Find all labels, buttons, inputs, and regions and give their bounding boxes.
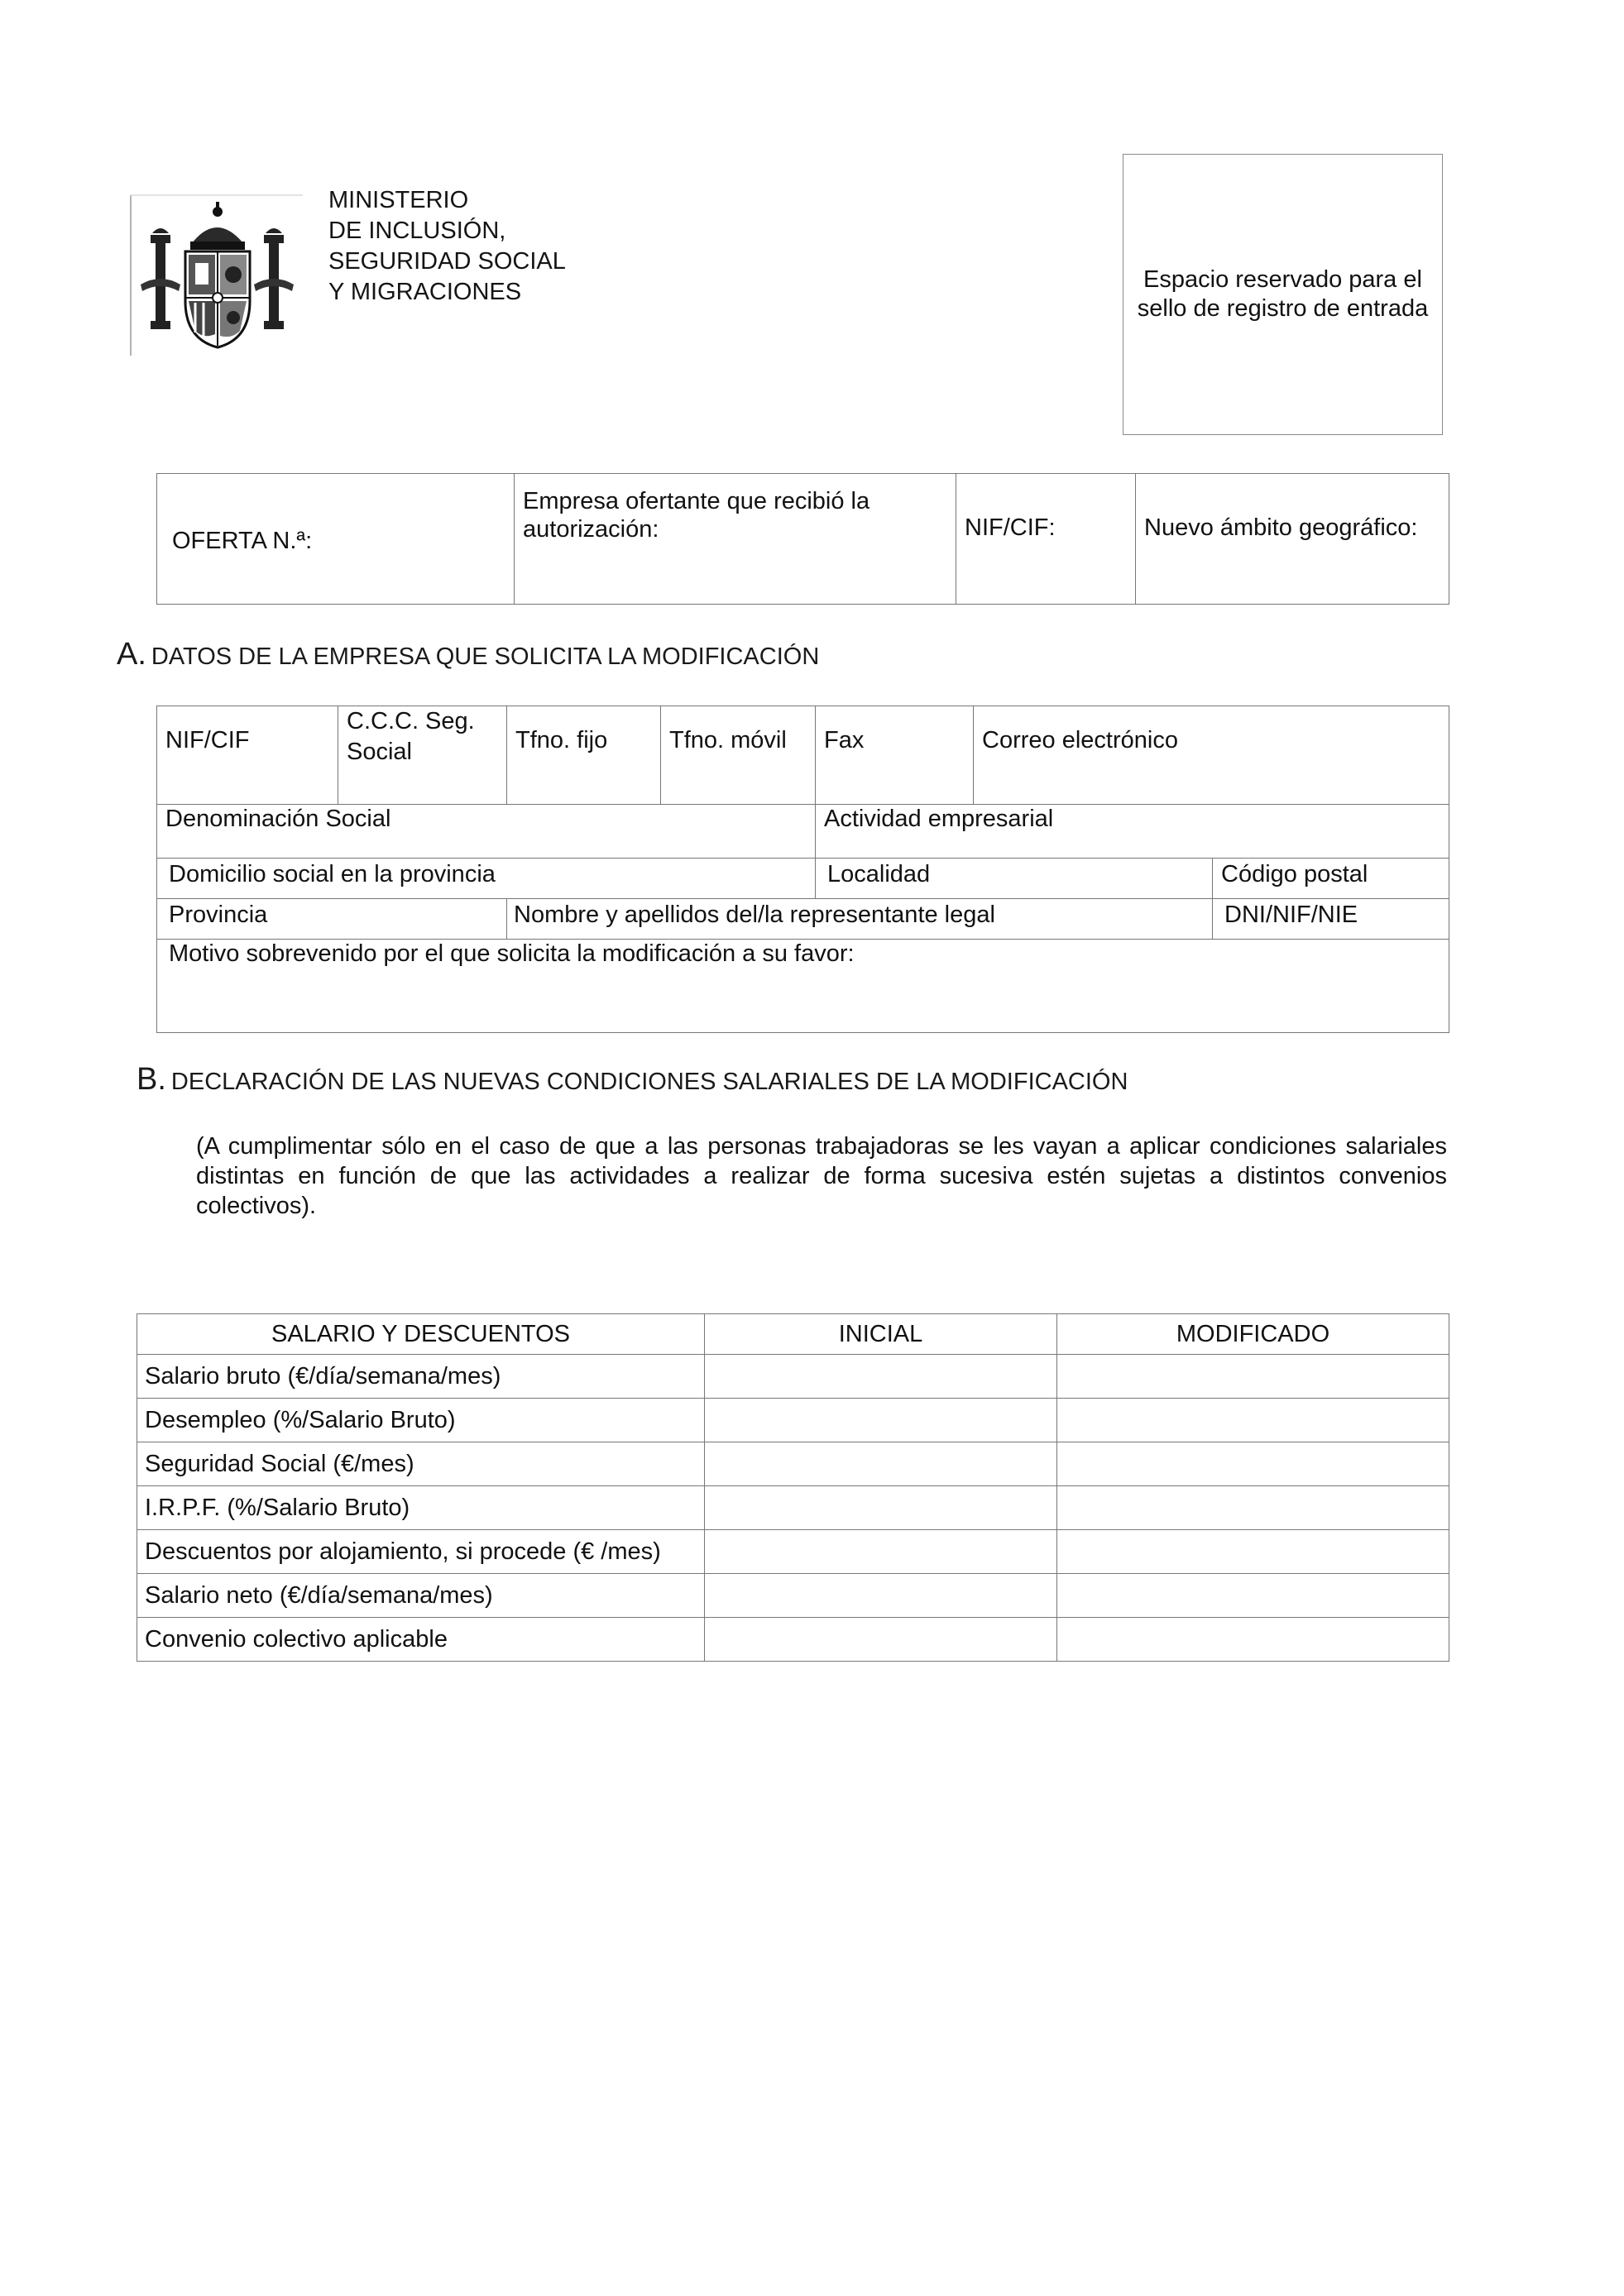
section-a-letter: A.: [117, 637, 146, 672]
salary-row-label: Desempleo (%/Salario Bruto): [137, 1399, 705, 1442]
salary-row-label: Salario bruto (€/día/semana/mes): [137, 1355, 705, 1399]
table-row: [137, 1442, 1449, 1486]
coat-of-arms-logo: [129, 194, 305, 356]
actividad-field[interactable]: [816, 805, 1449, 859]
ccc-label: C.C.C. Seg. Social: [347, 708, 475, 765]
ambito-field[interactable]: [1136, 474, 1449, 605]
codigo-postal-label: Código postal: [1221, 861, 1368, 887]
inicial-cell[interactable]: [705, 1355, 1057, 1399]
modificado-cell[interactable]: [1057, 1530, 1449, 1574]
localidad-label: Localidad: [827, 861, 931, 887]
denominacion-label: Denominación Social: [165, 806, 391, 832]
codigo-postal-field[interactable]: [1213, 859, 1449, 899]
oferta-field[interactable]: [157, 474, 515, 605]
company-data-table: [156, 706, 1449, 1033]
denominacion-field[interactable]: [157, 805, 816, 859]
section-a-title: DATOS DE LA EMPRESA QUE SOLICITA LA MODIFICACIÓN: [151, 643, 820, 670]
table-row: [137, 1574, 1449, 1618]
section-b-note: (A cumplimentar sólo en el caso de que a las personas trabajadoras se les vayan a aplicar condiciones salariales distintas en función de que las actividades a realizar de forma sucesiva estén sujetas a distintos convenios colectivos).: [196, 1133, 1447, 1219]
table-row: [137, 1530, 1449, 1574]
provincia-field[interactable]: [157, 899, 507, 940]
stamp-text: Espacio reservado para el sello de registro de entrada: [1137, 266, 1429, 322]
offer-table: [156, 473, 1449, 605]
registry-stamp-box: [1123, 154, 1443, 435]
ministry-name: [328, 185, 566, 308]
section-b-title: DECLARACIÓN DE LAS NUEVAS CONDICIONES SALARIALES DE LA MODIFICACIÓN: [170, 1069, 1128, 1095]
fax-label: Fax: [824, 727, 865, 753]
salary-row-label: Seguridad Social (€/mes): [137, 1442, 705, 1486]
empresa-ofertante-field[interactable]: [515, 474, 956, 605]
table-row: [137, 1618, 1449, 1662]
table-row: [137, 1355, 1449, 1399]
inicial-cell[interactable]: [705, 1574, 1057, 1618]
table-row: [137, 1486, 1449, 1530]
motivo-label: Motivo sobrevenido por el que solicita la modificación a su favor:: [169, 940, 855, 967]
correo-field[interactable]: [974, 706, 1449, 805]
nif-cif-label: NIF/CIF: [165, 727, 250, 753]
actividad-label: Actividad empresarial: [824, 806, 1054, 832]
offer-nif-field[interactable]: [956, 474, 1136, 605]
modificado-cell[interactable]: [1057, 1399, 1449, 1442]
dni-label: DNI/NIF/NIE: [1224, 902, 1358, 928]
nif-cif-field[interactable]: [157, 706, 338, 805]
correo-label: Correo electrónico: [982, 727, 1178, 753]
inicial-cell[interactable]: [705, 1486, 1057, 1530]
localidad-field[interactable]: [816, 859, 1213, 899]
ministry-line-1: MINISTERIO: [328, 187, 469, 213]
domicilio-label: Domicilio social en la provincia: [169, 861, 496, 887]
salary-row-label: Convenio colectivo aplicable: [137, 1618, 705, 1662]
offer-nif-label: NIF/CIF:: [965, 514, 1056, 541]
ministry-line-4: Y MIGRACIONES: [328, 279, 522, 305]
salary-row-label: I.R.P.F. (%/Salario Bruto): [137, 1486, 705, 1530]
salary-row-label: Descuentos por alojamiento, si procede (€ /mes): [137, 1530, 705, 1574]
motivo-field[interactable]: [157, 940, 1449, 1033]
domicilio-field[interactable]: [157, 859, 816, 899]
salary-row-label: Salario neto (€/día/semana/mes): [137, 1574, 705, 1618]
ministry-line-3: SEGURIDAD SOCIAL: [328, 248, 566, 275]
salary-table: [137, 1313, 1449, 1662]
inicial-cell[interactable]: [705, 1530, 1057, 1574]
salary-header-concept: SALARIO Y DESCUENTOS: [137, 1314, 705, 1355]
ambito-label: Nuevo ámbito geográfico:: [1144, 514, 1418, 541]
tfno-fijo-field[interactable]: [507, 706, 661, 805]
tfno-movil-field[interactable]: [661, 706, 816, 805]
modificado-cell[interactable]: [1057, 1618, 1449, 1662]
section-b-heading: [137, 1062, 1128, 1098]
section-a-heading: [117, 637, 819, 672]
salary-header-modificado: MODIFICADO: [1057, 1314, 1449, 1355]
modificado-cell[interactable]: [1057, 1486, 1449, 1530]
representante-label: Nombre y apellidos del/la representante legal: [514, 902, 995, 928]
oferta-label: OFERTA N.ª:: [172, 528, 313, 554]
tfno-fijo-label: Tfno. fijo: [515, 727, 608, 753]
salary-header-inicial: INICIAL: [705, 1314, 1057, 1355]
inicial-cell[interactable]: [705, 1442, 1057, 1486]
table-row: [137, 1399, 1449, 1442]
modificado-cell[interactable]: [1057, 1574, 1449, 1618]
modificado-cell[interactable]: [1057, 1355, 1449, 1399]
modificado-cell[interactable]: [1057, 1442, 1449, 1486]
section-b-letter: B.: [137, 1062, 166, 1097]
ccc-field[interactable]: [338, 706, 507, 805]
provincia-label: Provincia: [169, 902, 268, 928]
dni-field[interactable]: [1213, 899, 1449, 940]
empresa-ofertante-label: Empresa ofertante que recibió la autorización:: [523, 488, 870, 543]
inicial-cell[interactable]: [705, 1399, 1057, 1442]
ministry-line-2: DE INCLUSIÓN,: [328, 218, 506, 244]
inicial-cell[interactable]: [705, 1618, 1057, 1662]
fax-field[interactable]: [816, 706, 974, 805]
representante-field[interactable]: [507, 899, 1213, 940]
tfno-movil-label: Tfno. móvil: [669, 727, 787, 753]
